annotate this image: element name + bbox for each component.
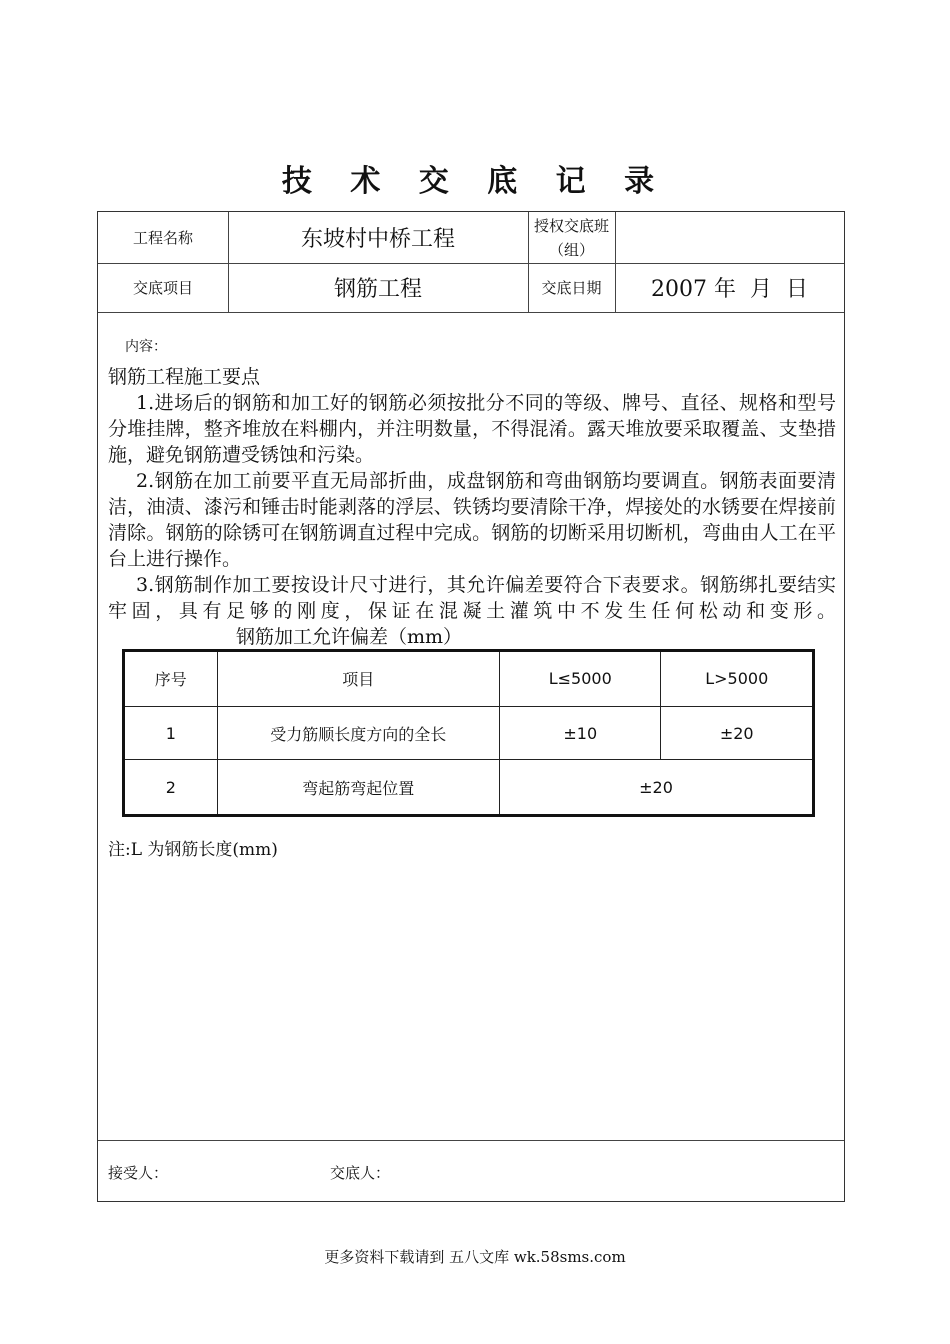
header-le-5000: L≤5000 — [500, 651, 661, 707]
content-label: 内容： — [125, 339, 167, 355]
item-value: 钢筋工程 — [333, 277, 422, 302]
project-name-value: 东坡村中桥工程 — [300, 227, 455, 252]
tolerance-table-title: 钢筋加工允许偏差（mm） — [236, 626, 463, 648]
paragraph-3 — [108, 572, 836, 650]
paragraph-3-text: 3.钢筋制作加工要按设计尺寸进行，其允许偏差要符合下表要求。钢筋绑扎要结实牢固，具有足够的刚度，保证在混凝土灌筑中不发生任何松动和变形。 — [108, 574, 836, 622]
receiver-label: 接受人： — [108, 1164, 169, 1182]
giver-label: 交底人： — [330, 1164, 391, 1182]
tolerance-table — [122, 649, 815, 817]
item-label: 交底项目 — [132, 279, 193, 297]
content-section — [108, 312, 836, 650]
row-tol-a: ±10 — [500, 706, 661, 760]
table-row — [124, 706, 814, 760]
row-item: 受力筋顺长度方向的全长 — [217, 706, 499, 760]
header-gt-5000: L>5000 — [661, 651, 814, 707]
row-tol-b: ±20 — [661, 706, 814, 760]
header-no: 序号 — [124, 651, 218, 707]
paragraph-2: 2.钢筋在加工前要平直无局部折曲，成盘钢筋和弯曲钢筋均要调直。钢筋表面要清洁，油渍、漆污和锤击时能剥落的浮层、铁锈均要清除干净，焊接处的水锈要在焊接前清除。钢筋的除锈可在钢筋调直过程中完成。钢筋的切断采用切断机，弯曲由人工在平台上进行操作。 — [108, 470, 836, 570]
date-label: 交底日期 — [541, 279, 602, 297]
team-label: 授权交底班（组） — [534, 216, 610, 259]
row-item: 弯起筋弯起位置 — [217, 760, 499, 816]
team-value — [615, 212, 844, 263]
row-tol-merged: ±20 — [500, 760, 814, 816]
footer-text: 更多资料下载请到 五八文库 wk.58sms.com — [324, 1248, 626, 1266]
table-note: 注:L 为钢筋长度(mm) — [108, 840, 278, 860]
project-name-label: 工程名称 — [132, 229, 193, 247]
content-heading: 钢筋工程施工要点 — [108, 366, 261, 388]
row-no: 2 — [124, 760, 218, 816]
date-value: 2007 年 月 日 — [651, 277, 808, 302]
handover-form — [97, 211, 845, 1202]
table-row — [124, 760, 814, 816]
paragraph-1: 1.进场后的钢筋和加工好的钢筋必须按批分不同的等级、牌号、直径、规格和型号分堆挂牌，整齐堆放在料棚内，并注明数量，不得混淆。露天堆放要采取覆盖、支垫措施，避免钢筋遭受锈蚀和污染。 — [108, 392, 836, 466]
row-no: 1 — [124, 706, 218, 760]
document-title: 技 术 交 底 记 录 — [281, 164, 669, 199]
row-divider — [98, 1140, 844, 1141]
table-header-row — [124, 651, 814, 707]
header-item: 项目 — [217, 651, 499, 707]
